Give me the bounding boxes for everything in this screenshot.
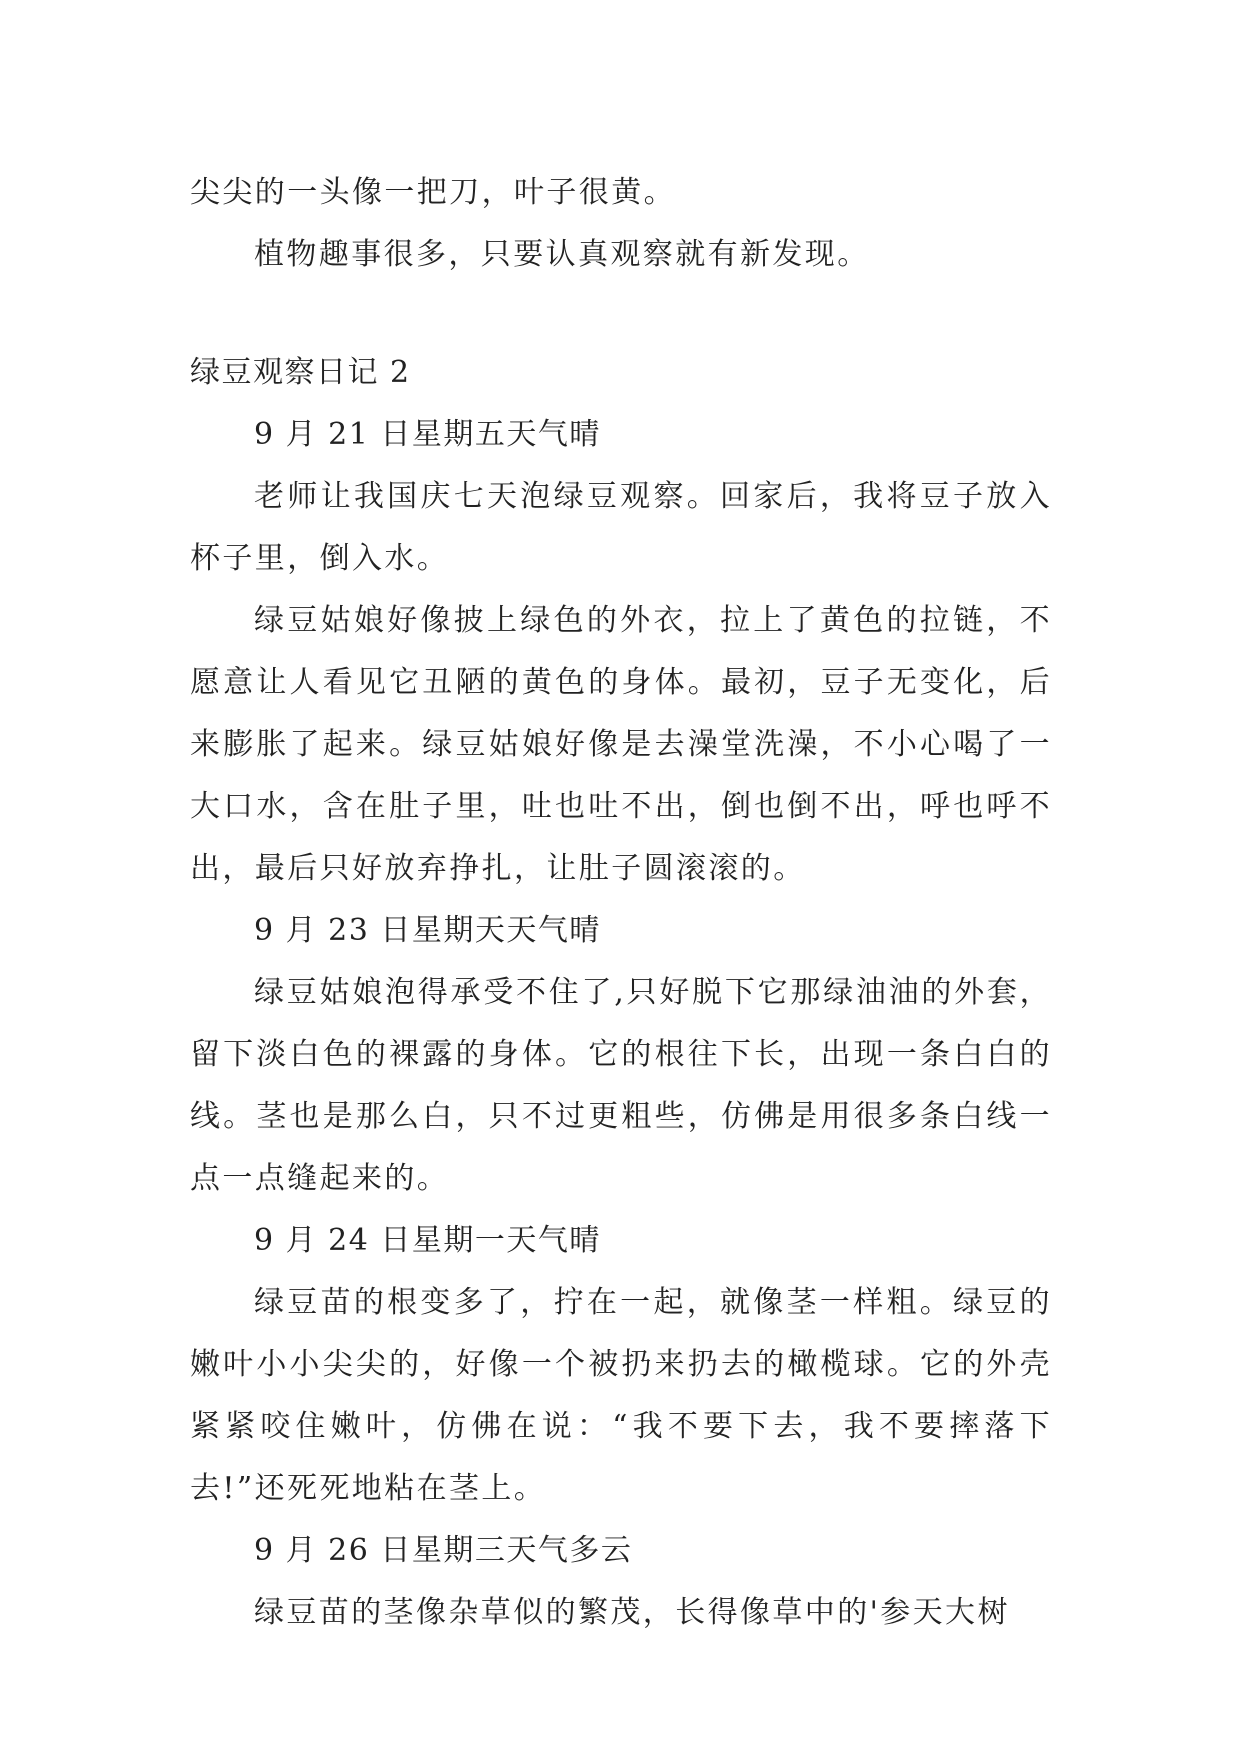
entry-date: 9 月 21 日星期五天气晴: [254, 417, 601, 452]
section-gap: [190, 286, 1052, 342]
diary-entry: [190, 900, 1052, 1210]
entry-date: 9 月 26 日星期三天气多云: [254, 1533, 633, 1568]
entry-paragraph: 绿豆苗的根变多了，拧在一起，就像茎一样粗。绿豆的嫩叶小小尖尖的，好像一个被扔来扔去的橄榄球。它的外壳紧紧咬住嫩叶，仿佛在说：“我不要下去，我不要摔落下去!”还死死地粘在茎上。: [190, 1285, 1052, 1506]
diary-entry: [190, 404, 1052, 900]
intro-paragraph: 植物趣事很多，只要认真观察就有新发现。: [254, 237, 870, 272]
section-title: 绿豆观察日记 2: [190, 355, 411, 390]
document-page: [190, 162, 1052, 1644]
entry-paragraph: 绿豆苗的茎像杂草似的繁茂，长得像草中的'参天大树: [254, 1595, 1010, 1630]
diary-entry: [190, 1520, 1052, 1644]
entry-paragraph: 绿豆姑娘泡得承受不住了,只好脱下它那绿油油的外套，留下淡白色的裸露的身体。它的根往下长，出现一条白白的线。茎也是那么白，只不过更粗些，仿佛是用很多条白线一点一点缝起来的。: [190, 975, 1052, 1196]
entry-paragraph: 老师让我国庆七天泡绿豆观察。回家后，我将豆子放入杯子里，倒入水。: [190, 479, 1052, 576]
entry-date: 9 月 23 日星期天天气晴: [254, 913, 601, 948]
entry-date: 9 月 24 日星期一天气晴: [254, 1223, 601, 1258]
entry-paragraph: 绿豆姑娘好像披上绿色的外衣，拉上了黄色的拉链，不愿意让人看见它丑陋的黄色的身体。最初，豆子无变化，后来膨胀了起来。绿豆姑娘好像是去澡堂洗澡，不小心喝了一大口水，含在肚子里，吐也吐不出，倒也倒不出，呼也呼不出，最后只好放弃挣扎，让肚子圆滚滚的。: [190, 603, 1052, 886]
diary-entry: [190, 1210, 1052, 1520]
intro-line: 尖尖的一头像一把刀，叶子很黄。: [190, 175, 676, 210]
